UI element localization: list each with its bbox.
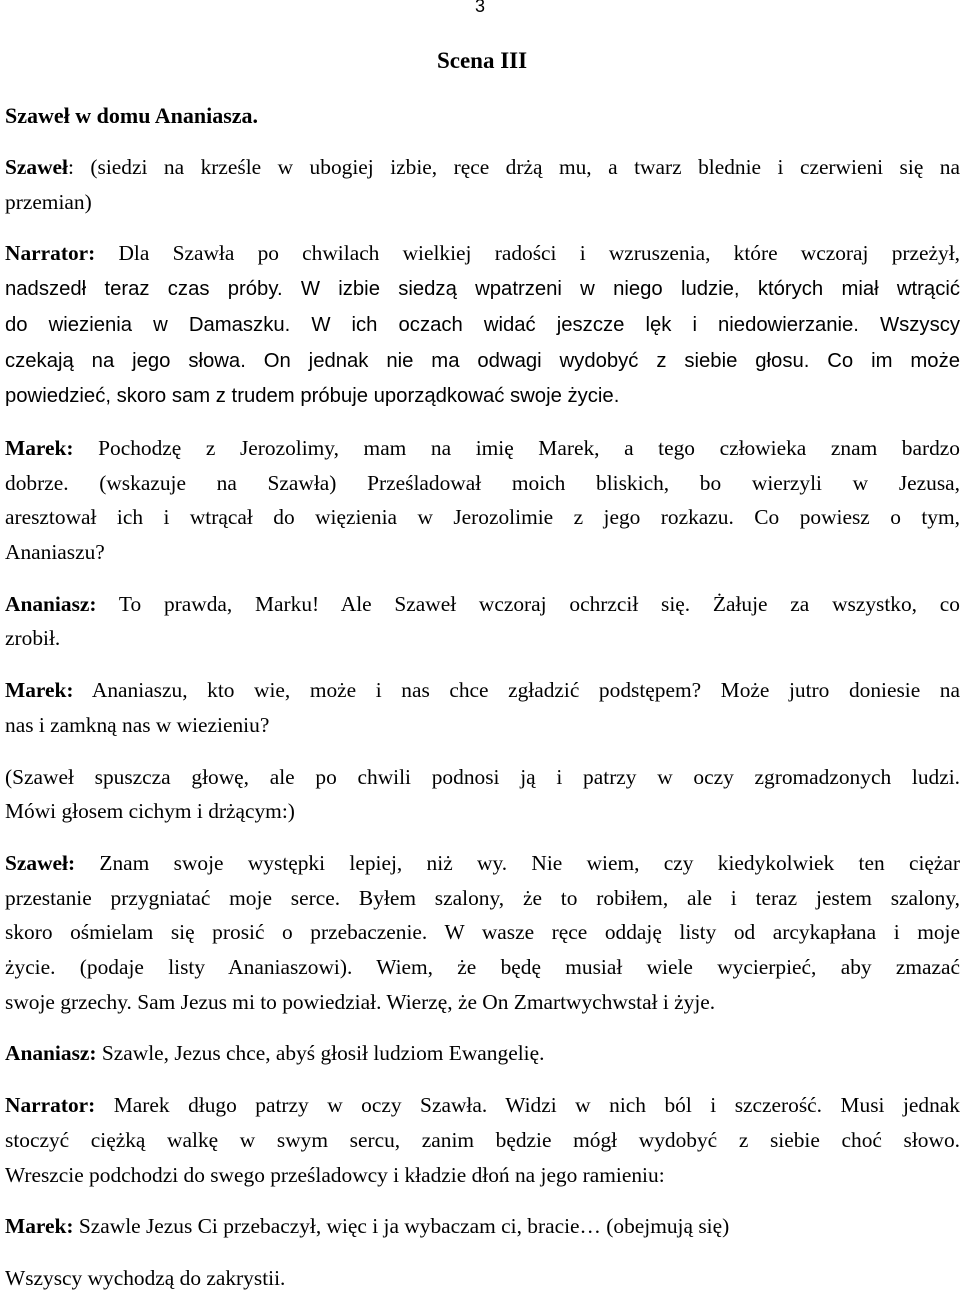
line-text: nas i zamkną nas w wiezieniu? xyxy=(5,712,270,737)
scene-title-text: Scena III xyxy=(436,48,528,73)
line-text: nadszedł teraz czas próby. W izbie siedzą wpatrzeni w niego ludzie, których miał wtrącić xyxy=(5,278,960,301)
text-line xyxy=(5,1123,960,1158)
line-text: czekają na jego słowa. On jednak nie ma odwagi wydobyć z siebie głosu. Co im może xyxy=(5,349,960,372)
speaker-name: Ananiasz: xyxy=(5,591,97,616)
line-text: Pochodzę z Jerozolimy, mam na imię Marek, a tego człowieka znam bardzo xyxy=(73,435,960,460)
line-text: przestanie przygniatać moje serce. Byłem szalony, że to robiłem, ale i teraz jestem szalony, xyxy=(5,885,960,910)
line-text: (Szaweł spuszcza głowę, ale po chwili podnosi ją i patrzy w oczy zgromadzonych ludzi. xyxy=(5,764,960,789)
text-line xyxy=(5,236,960,271)
text-line xyxy=(5,307,960,343)
text-line xyxy=(5,500,960,535)
dialogue-paragraph xyxy=(5,236,960,414)
line-text: Wreszcie podchodzi do swego prześladowcy i kładzie dłoń na jego ramieniu: xyxy=(5,1162,665,1187)
dialogue-paragraph xyxy=(5,846,960,1020)
speaker-name: Szaweł xyxy=(5,155,68,179)
line-text: życie. (podaje listy Ananiaszowi). Wiem, że będę musiał wiele wycierpieć, aby zmazać xyxy=(5,955,960,980)
text-line xyxy=(5,535,960,570)
line-text: do wiezienia w Damaszku. W ich oczach widać jeszcze lęk i niedowierzanie. Wszyscy xyxy=(5,313,960,336)
speaker-name: Marek: xyxy=(5,678,74,703)
text-line xyxy=(5,185,960,220)
dialogue-paragraph xyxy=(5,431,960,570)
text-line xyxy=(5,621,960,656)
text-line xyxy=(5,1209,960,1244)
dialogue-paragraph xyxy=(5,1209,960,1244)
scene-subtitle: Szaweł w domu Ananiasza. xyxy=(5,103,259,128)
dialogue-paragraph xyxy=(5,1261,960,1296)
line-text: aresztował ich i wtrącał do więzienia w Jerozolimie z jego rozkazu. Co powiesz o tym, xyxy=(5,505,960,530)
text-line xyxy=(5,587,960,622)
speaker-name: Marek: xyxy=(5,435,74,460)
dialogue-paragraph xyxy=(5,1036,960,1071)
text-line xyxy=(5,708,960,743)
speaker-name: Ananiasz: xyxy=(5,1041,97,1066)
line-text: Ananiaszu, kto wie, może i nas chce zgładzić podstępem? Może jutro doniesie na xyxy=(73,678,960,703)
text-line xyxy=(5,150,960,185)
dialogue-paragraph xyxy=(5,587,960,656)
text-line xyxy=(5,431,960,466)
text-line xyxy=(5,915,960,950)
text-line xyxy=(5,760,960,795)
speaker-name: Narrator: xyxy=(5,241,96,266)
text-line xyxy=(5,985,960,1020)
dialogue-paragraph xyxy=(5,1088,960,1192)
scene-title xyxy=(0,44,960,78)
line-text: Ananiaszu? xyxy=(5,540,105,565)
text-line xyxy=(5,1036,960,1071)
line-text: Marek długo patrzy w oczy Szawła. Widzi w nich ból i szczerość. Musi jednak xyxy=(95,1093,960,1118)
line-text: dobrze. (wskazuje na Szawła) Prześladował moich bliskich, bo wierzyli w Jezusa, xyxy=(5,470,960,495)
line-text: Wszyscy wychodzą do zakrystii. xyxy=(5,1265,286,1290)
dialogue-paragraph xyxy=(5,150,960,219)
line-text: przemian) xyxy=(5,189,92,214)
text-line xyxy=(5,378,960,414)
line-text: Znam swoje występki lepiej, niż wy. Nie wiem, czy kiedykolwiek ten ciężar xyxy=(75,850,960,875)
line-text: stoczyć ciężką walkę w swym sercu, zanim będzie mógł wydobyć z siebie choć słowo. xyxy=(5,1127,960,1152)
text-line xyxy=(5,271,960,307)
line-text: zrobił. xyxy=(5,626,61,651)
text-line xyxy=(5,1088,960,1123)
text-line xyxy=(5,881,960,916)
speaker-name: Narrator: xyxy=(5,1093,96,1118)
text-line xyxy=(5,794,960,829)
line-text: skoro ośmielam się prosić o przebaczenie. W wasze ręce oddaję listy od arcykapłana i moje xyxy=(5,920,960,945)
line-text: To prawda, Marku! Ale Szaweł wczoraj ochrzcił się. Żałuje za wszystko, co xyxy=(96,591,960,616)
dialogue-paragraph xyxy=(5,673,960,742)
text-line xyxy=(5,1158,960,1193)
dialogue-paragraph xyxy=(5,760,960,829)
line-text: Mówi głosem cichym i drżącym:) xyxy=(5,799,295,824)
text-line xyxy=(5,950,960,985)
speaker-name: Marek: xyxy=(5,1214,74,1239)
text-line xyxy=(5,1261,960,1296)
line-text: powiedzieć, skoro sam z trudem próbuje uporządkować swoje życie. xyxy=(5,385,620,408)
line-text: swoje grzechy. Sam Jezus mi to powiedział. Wierzę, że On Zmartwychwstał i żyje. xyxy=(5,989,716,1014)
text-line xyxy=(5,466,960,501)
line-text: : (siedzi na krześle w ubogiej izbie, ręce drżą mu, a twarz blednie i czerwieni się na xyxy=(67,155,960,179)
line-text: Dla Szawła po chwilach wielkiej radości i wzruszenia, które wczoraj przeżył, xyxy=(95,241,960,266)
text-line xyxy=(5,343,960,379)
text-line xyxy=(5,673,960,708)
script-body xyxy=(5,150,960,1313)
line-text: Szawle Jezus Ci przebaczył, więc i ja wybaczam ci, bracie… (obejmują się) xyxy=(73,1214,730,1239)
speaker-name: Szaweł: xyxy=(5,850,76,875)
line-text: Szawle, Jezus chce, abyś głosił ludziom Ewangelię. xyxy=(96,1041,545,1066)
text-line xyxy=(5,846,960,881)
page-number: 3 xyxy=(474,0,485,16)
